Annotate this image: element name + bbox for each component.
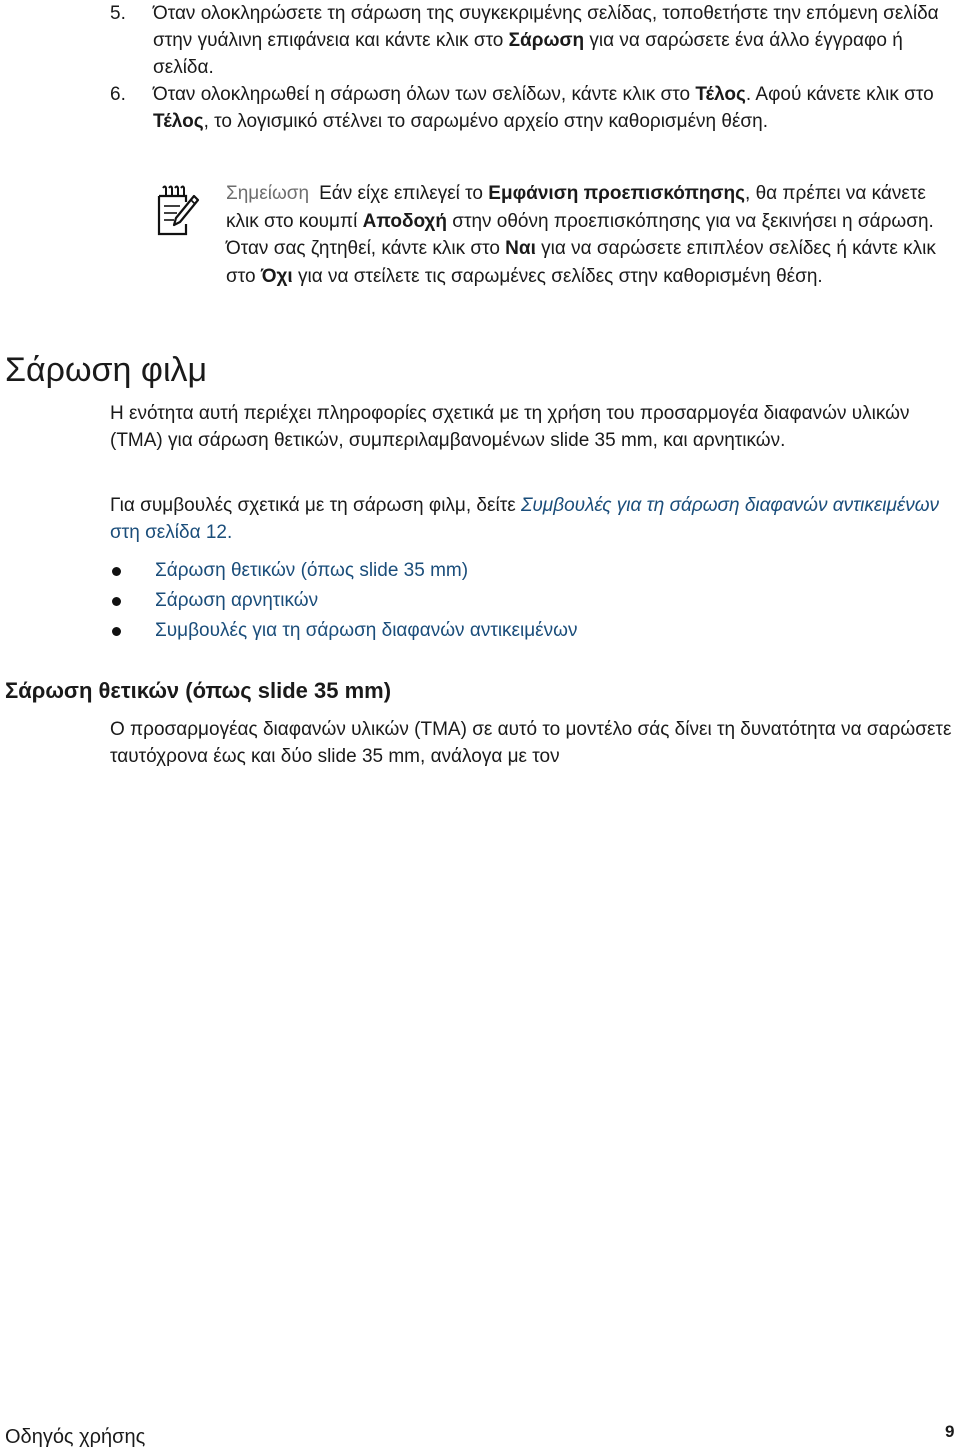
note-pencil-icon bbox=[156, 184, 200, 236]
link-transparency-tips[interactable]: Συμβουλές για τη σάρωση διαφανών αντικειμένων bbox=[155, 620, 578, 641]
section-title: Σάρωση φιλμ bbox=[5, 351, 208, 389]
bullet-icon bbox=[112, 597, 121, 606]
list-item[interactable] bbox=[110, 586, 955, 616]
bold-term: Αποδοχή bbox=[362, 210, 447, 232]
intro-paragraph: Η ενότητα αυτή περιέχει πληροφορίες σχετικά με τη χρήση του προσαρμογέα διαφανών υλικών (TMA) για σάρωση θετικών, συμπεριλαμβανομένων slide 35 mm, και αρνητικών. bbox=[110, 403, 910, 451]
bold-term: Ναι bbox=[505, 238, 536, 259]
page-number: 9 bbox=[945, 1422, 955, 1441]
step-number: 6. bbox=[110, 84, 126, 105]
section-links bbox=[110, 556, 955, 646]
link-scan-positives[interactable]: Σάρωση θετικών (όπως slide 35 mm) bbox=[155, 560, 469, 581]
footer-title: Οδηγός χρήσης bbox=[5, 1426, 146, 1448]
note-label: Σημείωση bbox=[226, 183, 310, 204]
bold-term: Τέλος bbox=[695, 84, 746, 105]
bold-term: Όχι bbox=[260, 265, 293, 287]
bold-term: Σάρωση bbox=[508, 30, 585, 51]
bold-term: Τέλος bbox=[153, 111, 204, 132]
note-text: Σημείωση Εάν είχε επιλεγεί το Εμφάνιση προεπισκόπησης, θα πρέπει να κάνετε κλικ στο κουμπί Αποδοχή στην οθόνη προεπισκόπησης για να ξεκινήσει η σάρωση. Όταν σας ζητηθεί, κάντε κλικ στο Ναι για να σαρώσετε επιπλέον σελίδες ή κάντε κλικ στο Όχι για να στείλετε τις σαρωμένες σελίδες στην καθορισμένη θέση. bbox=[226, 183, 936, 287]
subsection-title: Σάρωση θετικών (όπως slide 35 mm) bbox=[5, 678, 392, 703]
step-text: Όταν ολοκληρώσετε τη σάρωση της συγκεκριμένης σελίδας, τοποθετήστε την επόμενη σελίδα στην γυάλινη επιφάνεια και κάντε κλικ στο Σάρωση για να σαρώσετε ένα άλλο έγγραφο ή σελίδα. bbox=[153, 3, 939, 78]
bold-term: Εμφάνιση προεπισκόπησης bbox=[488, 183, 746, 204]
tips-link[interactable]: Συμβουλές για τη σάρωση διαφανών αντικειμένων bbox=[520, 495, 940, 516]
step-6 bbox=[110, 81, 955, 135]
bullet-icon bbox=[112, 567, 121, 576]
step-text: Όταν ολοκληρωθεί η σάρωση όλων των σελίδων, κάντε κλικ στο Τέλος. Αφού κάνετε κλικ στο Τέλος, το λογισμικό στέλνει το σαρωμένο αρχείο στην καθορισμένη θέση. bbox=[153, 84, 934, 132]
link-scan-negatives[interactable]: Σάρωση αρνητικών bbox=[155, 590, 319, 611]
list-item[interactable] bbox=[110, 616, 955, 646]
bullet-icon bbox=[112, 627, 121, 636]
step-number: 5. bbox=[110, 3, 126, 24]
step-5 bbox=[110, 0, 955, 81]
list-item[interactable] bbox=[110, 556, 955, 586]
subsection-paragraph: Ο προσαρμογέας διαφανών υλικών (TMA) σε αυτό το μοντέλο σάς δίνει τη δυνατότητα να σαρώσετε ταυτόχρονα έως και δύο slide 35 mm, ανάλογα με τον bbox=[110, 719, 952, 767]
tips-paragraph: Για συμβουλές σχετικά με τη σάρωση φιλμ, δείτε Συμβουλές για τη σάρωση διαφανών αντικειμένων στη σελίδα 12. bbox=[110, 495, 940, 543]
